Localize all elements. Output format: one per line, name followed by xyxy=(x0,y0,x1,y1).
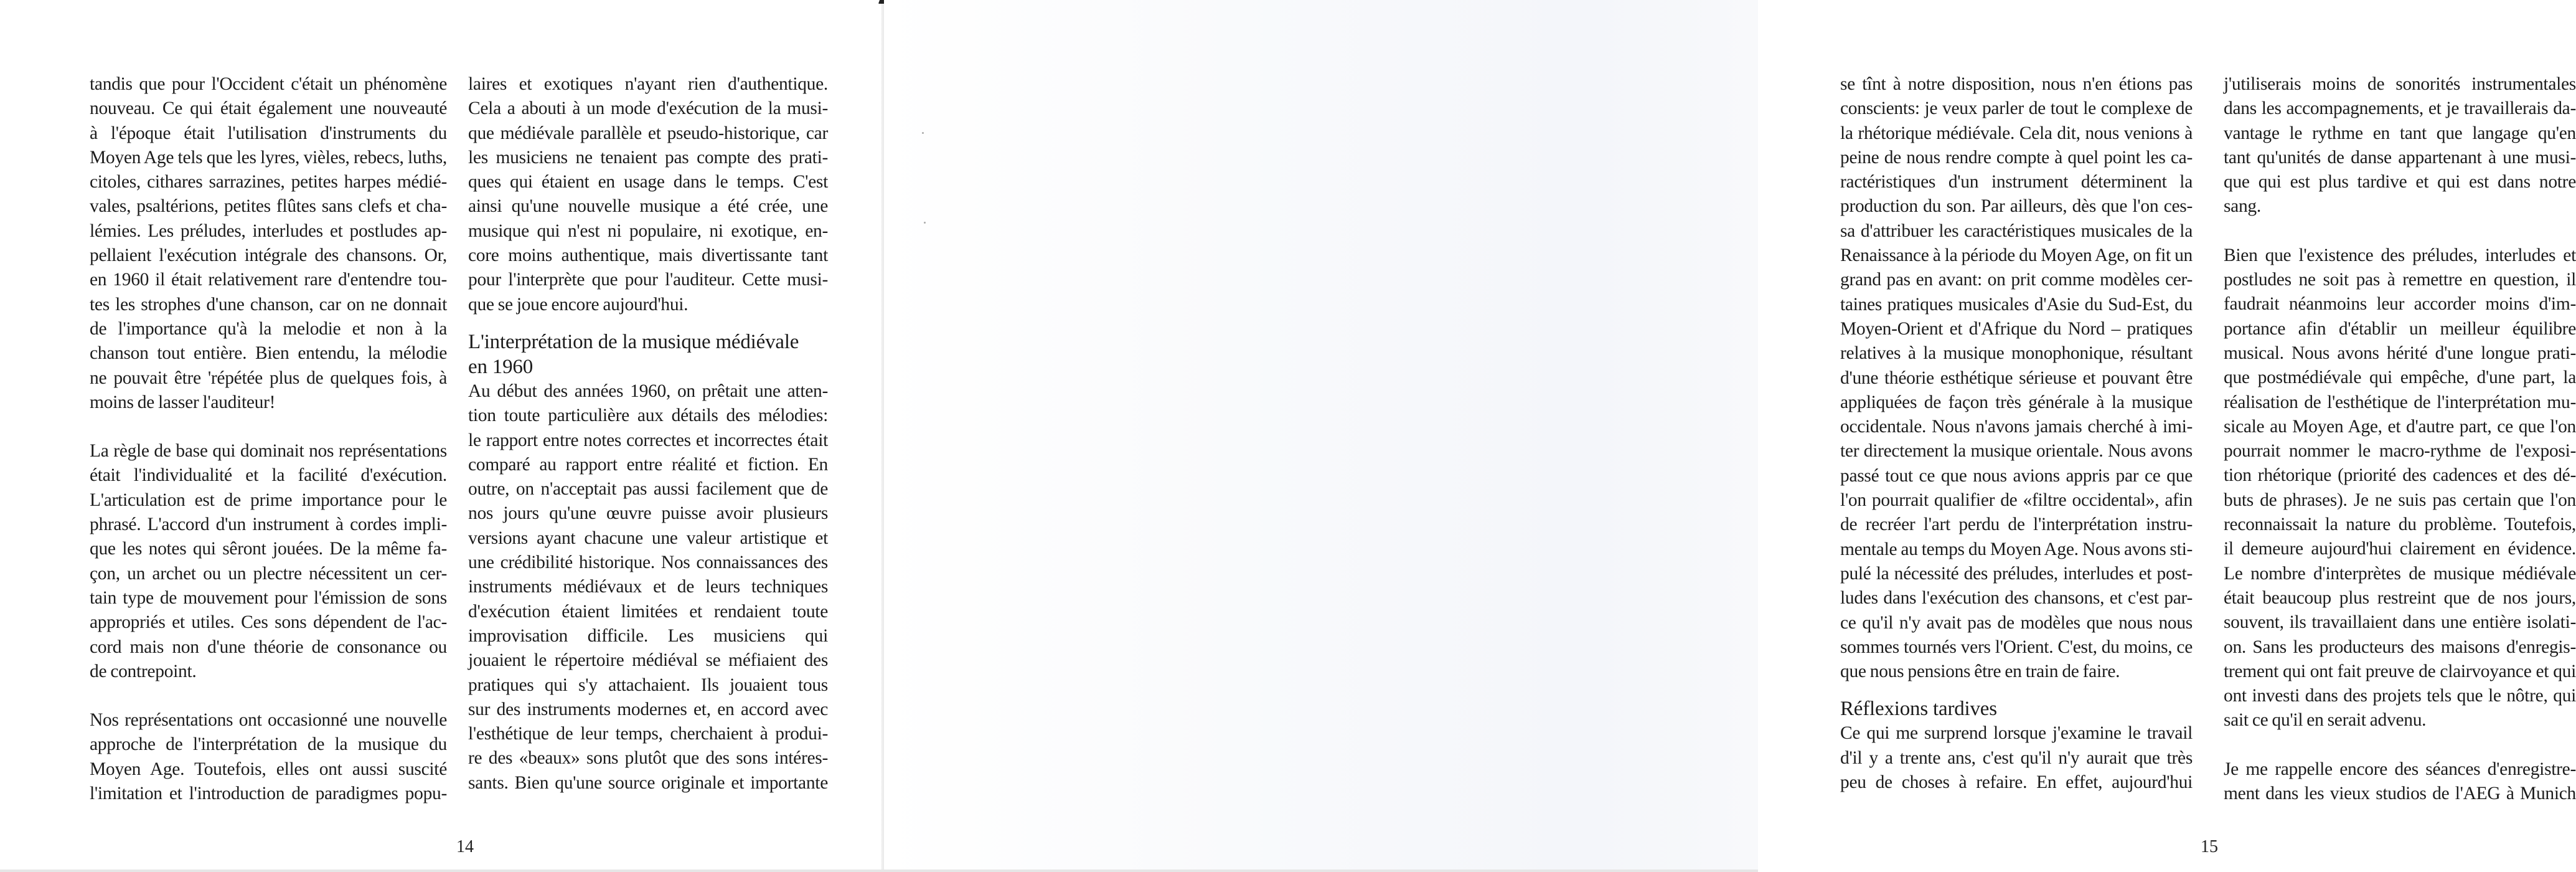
text-line: ce qu'il n'y avait pas de modèles que nous nous xyxy=(1840,612,2193,633)
text-line: que médiévale parallèle et pseudo-historique, car xyxy=(468,123,828,143)
text-line: improvisation difficile. Les musiciens qui xyxy=(468,625,828,646)
text-line: lémies. Les préludes, interludes et postludes ap- xyxy=(90,220,447,241)
heading-line: Réflexions tardives xyxy=(1840,698,1997,721)
text-line: ractéristiques d'un instrument déterminent la xyxy=(1840,172,2193,192)
text-line: mentale au temps du Moyen Age. Nous avons sti- xyxy=(1840,539,2193,559)
text-line: pour l'interprète que pour l'auditeur. Cette musi- xyxy=(468,270,828,290)
scan-speck xyxy=(924,222,926,224)
text-line: Moyen Age. Toutefois, elles ont aussi suscité xyxy=(90,759,447,779)
scan-speck xyxy=(922,132,924,134)
text-line: était beaucoup plus restreint que de nos jours, xyxy=(2224,587,2576,608)
left-page-column-1 xyxy=(90,72,447,806)
text-line: ques qui étaient en usage dans le temps. C'est xyxy=(468,172,828,192)
text-line: taines pratiques musicales d'Asie du Sud-Est, du xyxy=(1840,294,2193,315)
text-line: ment dans les vieux studios de l'AEG à Munich xyxy=(2224,784,2576,804)
text-line: était l'individualité et la facilité d'exécution. xyxy=(90,465,447,486)
page-bottom-edge xyxy=(0,870,1758,872)
text-line: tant qu'unités de danse appartenant à une musi- xyxy=(2224,147,2576,168)
paragraph xyxy=(468,72,828,317)
text-line: passé tout ce que nous avions appris par ce que xyxy=(1840,465,2193,486)
text-line: ont investi dans des projets tels que le nôtre, qui xyxy=(2224,686,2576,706)
text-line: sommes tournés vers l'Orient. C'est, du moins, ce xyxy=(1840,637,2193,657)
text-line: phrasé. L'accord d'un instrument à cordes impli- xyxy=(90,514,447,535)
right-page-column-1 xyxy=(1840,72,2193,795)
text-line: tes les strophes d'une chanson, car on ne donnait xyxy=(90,294,447,315)
text-line: versions ayant chacune une valeur artistique et xyxy=(468,528,828,548)
text-line: Le nombre d'interprètes de musique médiévale xyxy=(2224,563,2576,584)
text-line: Je me rappelle encore des séances d'enregistre- xyxy=(2224,759,2576,779)
text-line: pourrait nommer le macro-rythme de l'exposi- xyxy=(2224,441,2576,462)
text-line: tandis que pour l'Occident c'était un phénomène xyxy=(90,74,447,94)
text-line: conscients: je veux parler de tout le complexe de xyxy=(1840,98,2193,119)
text-line: la rhétorique médiévale. Cela dit, nous venions à xyxy=(1840,123,2193,143)
paragraph xyxy=(468,379,828,795)
text-line: core moins authentique, mais divertissante tant xyxy=(468,245,828,266)
right-page-column-2 xyxy=(2224,72,2576,806)
block-gap xyxy=(90,415,447,439)
text-line: à l'époque était l'utilisation d'instruments du xyxy=(90,123,447,143)
text-line: ludes dans l'exécution des chansons, et c'est par- xyxy=(1840,588,2193,609)
text-line: pulé la nécessité des préludes, interludes et post- xyxy=(1840,563,2193,584)
text-line: de l'importance qu'à la melodie et non à la xyxy=(90,318,447,339)
paragraph xyxy=(2224,757,2576,807)
heading-line: en 1960 xyxy=(468,355,533,378)
text-line: Moyen Age tels que les lyres, vièles, rebecs, luths, xyxy=(90,147,447,168)
text-line: que qui est plus tardive et qui est dans notre xyxy=(2224,172,2576,192)
text-line: sur des instruments modernes et, en accord avec xyxy=(468,699,828,719)
text-line: musical. Nous avons hérité d'une longue prati- xyxy=(2224,343,2576,363)
page-number-right: 15 xyxy=(2201,837,2218,856)
text-line: de recréer l'art perdu de l'interprétation instru- xyxy=(1840,514,2193,535)
block-gap xyxy=(2224,733,2576,757)
text-line: sait ce qu'il en serait advenu. xyxy=(2224,710,2427,731)
text-line: que nous pensions être en train de faire. xyxy=(1840,661,2120,682)
text-line: instruments médiévaux et de leurs techniques xyxy=(468,577,828,597)
text-line: musique qui n'est ni populaire, ni exotique, en- xyxy=(468,220,828,241)
text-line: que les notes qui sêront jouées. De la même fa- xyxy=(90,539,447,559)
text-line: chanson tout entière. Bien entendu, la mélodie xyxy=(90,343,447,364)
block-gap xyxy=(1840,684,2193,696)
page-number-left: 14 xyxy=(456,837,474,856)
text-line: que postmédiévale qui empêche, d'une part, la xyxy=(2224,367,2576,388)
text-line: d'exécution étaient limitées et rendaient toute xyxy=(468,601,828,622)
text-line: production du son. Par ailleurs, dès que l'on ces- xyxy=(1840,196,2193,217)
text-line: ainsi qu'une nouvelle musique a été crée, une xyxy=(468,196,828,217)
text-line: faudrait néanmoins leur accorder moins d'im- xyxy=(2224,294,2576,315)
text-line: que se joue encore aujourd'hui. xyxy=(468,294,689,315)
text-line: souvent, ils travaillaient dans une entière isolati- xyxy=(2224,612,2576,633)
text-line: peu de choses à refaire. En effet, aujourd'hui xyxy=(1840,772,2193,793)
text-line: une crédibilité historique. Nos connaissances des xyxy=(468,552,828,573)
paragraph xyxy=(1840,72,2193,684)
text-line: portance afin d'établir un meilleur équilibre xyxy=(2224,318,2576,339)
text-line: Bien que l'existence des préludes, interludes et xyxy=(2224,245,2576,265)
text-line: La règle de base qui dominait nos représentations xyxy=(90,441,447,462)
text-line: trement qui ont fait preuve de clairvoyance et qui xyxy=(2224,661,2576,681)
text-line: occidentale. Nous n'avons jamais cherché à imi- xyxy=(1840,417,2193,437)
text-line: le rapport entre notes correctes et incorrectes était xyxy=(468,430,828,450)
text-line: les musiciens ne tenaient pas compte des prati- xyxy=(468,147,828,168)
text-line: grand pas en avant: on prit comme modèles cer- xyxy=(1840,270,2193,290)
text-line: Nos représentations ont occasionné une nouvelle xyxy=(90,710,447,731)
text-line: re des «beaux» sons plutôt que des sons intéres- xyxy=(468,748,828,769)
text-line: peine de nous rendre compte à quel point les ca- xyxy=(1840,147,2193,168)
text-line: L'articulation est de prime importance pour le xyxy=(90,490,447,510)
text-line: on. Sans les producteurs des maisons d'enregis- xyxy=(2224,637,2576,657)
text-line: sang. xyxy=(2224,196,2261,217)
block-gap xyxy=(90,684,447,708)
text-line: dans les accompagnements, et je travaillerais da- xyxy=(2224,98,2576,119)
text-line: vales, psaltérions, petites flûtes sans clefs et cha- xyxy=(90,196,447,217)
text-line: moins de lasser l'auditeur! xyxy=(90,392,276,412)
text-line: se tînt à notre disposition, nous n'en étions pas xyxy=(1840,74,2193,94)
text-line: j'utiliserais moins de sonorités instrumentales xyxy=(2224,74,2576,94)
text-line: il demeure aujourd'hui clairement en évidence. xyxy=(2224,539,2576,559)
paragraph xyxy=(2224,72,2576,219)
right-page xyxy=(884,0,2576,872)
paragraph xyxy=(2224,244,2576,733)
text-line: Cela a abouti à un mode d'exécution de la musi- xyxy=(468,98,828,119)
text-line: Moyen-Orient et d'Afrique du Nord – pratiques xyxy=(1840,318,2193,339)
text-line: Renaissance à la période du Moyen Age, on fit un xyxy=(1840,245,2193,266)
left-page xyxy=(0,0,883,872)
text-line: sa d'attribuer les caractéristiques musicales de la xyxy=(1840,220,2193,241)
text-line: de contrepoint. xyxy=(90,661,197,681)
block-gap xyxy=(2224,219,2576,244)
text-line: l'esthétique de leur temps, cherchaient à produi- xyxy=(468,724,828,744)
text-line: vantage le rythme en tant que langage qu'en xyxy=(2224,123,2576,143)
text-line: Au début des années 1960, on prêtait une atten- xyxy=(468,381,828,401)
heading-line: L'interprétation de la musique médiévale xyxy=(468,330,799,353)
paragraph xyxy=(90,439,447,684)
text-line: jouaient le répertoire médiéval se méfiaient des xyxy=(468,650,828,671)
text-line: çon, un archet ou un plectre nécessitent un cer- xyxy=(90,563,447,584)
text-line: relatives à la musique monophonique, résultant xyxy=(1840,343,2193,364)
text-line: cord mais non d'une théorie de consonance ou xyxy=(90,637,447,657)
text-line: appropriés et utiles. Ces sons dépendent de l'ac- xyxy=(90,612,447,633)
text-line: pratiques qui s'y attachaient. Ils jouaient tous xyxy=(468,675,828,695)
text-line: citoles, cithares sarrazines, petites harpes médié- xyxy=(90,172,447,192)
text-line: outre, on n'acceptait pas aussi facilement que de xyxy=(468,479,828,500)
paragraph xyxy=(90,708,447,806)
paragraph xyxy=(90,72,447,415)
section-heading xyxy=(468,329,828,379)
text-line: tion rhétorique (priorité des cadences et des dé- xyxy=(2224,465,2576,486)
text-line: tain type de mouvement pour l'émission de sons xyxy=(90,587,447,608)
text-line: pellaient l'exécution intégrale des chansons. Or, xyxy=(90,245,447,266)
text-line: ne pouvait être 'répétée plus de quelques fois, à xyxy=(90,367,447,388)
text-line: sants. Bien qu'une source originale et importante xyxy=(468,772,828,793)
section-heading xyxy=(1840,696,2193,721)
text-line: ter directement la musique orientale. Nous avons xyxy=(1840,441,2193,462)
text-line: tion toute particulière aux détails des mélodies: xyxy=(468,405,828,426)
text-line: nouveau. Ce qui était également une nouveauté xyxy=(90,98,447,119)
text-line: postludes ne soit pas à remettre en question, il xyxy=(2224,270,2576,290)
text-line: l'imitation et l'introduction de paradigmes popu- xyxy=(90,784,447,804)
text-line: l'on pourrait qualifier de «filtre occidental», afin xyxy=(1840,490,2193,511)
text-line: en 1960 il était relativement rare d'entendre tou- xyxy=(90,270,447,290)
text-line: réalisation de l'esthétique de l'interprétation mu- xyxy=(2224,392,2576,412)
text-line: Ce qui me surprend lorsque j'examine le travail xyxy=(1840,723,2193,744)
text-line: reconnaissait la nature du problème. Toutefois, xyxy=(2224,514,2576,535)
block-gap xyxy=(468,317,828,329)
text-line: laires et exotiques n'ayant rien d'authentique. xyxy=(468,74,828,94)
text-line: buts de phrases). Je ne suis pas certain que l'on xyxy=(2224,490,2576,510)
paragraph xyxy=(1840,721,2193,795)
text-line: nos jours qu'une œuvre puisse avoir plusieurs xyxy=(468,503,828,524)
text-line: d'une théorie esthétique sérieuse et pouvant être xyxy=(1840,367,2193,388)
left-page-column-2 xyxy=(468,72,828,795)
text-line: approche de l'interprétation de la musique du xyxy=(90,734,447,755)
text-line: d'il y a trente ans, c'est qu'il n'y aurait que très xyxy=(1840,747,2193,768)
text-line: appliquées de façon très générale à la musique xyxy=(1840,392,2193,412)
text-line: sicale au Moyen Age, et d'autre part, ce que l'on xyxy=(2224,416,2576,437)
text-line: comparé au rapport entre réalité et fiction. En xyxy=(468,454,828,475)
